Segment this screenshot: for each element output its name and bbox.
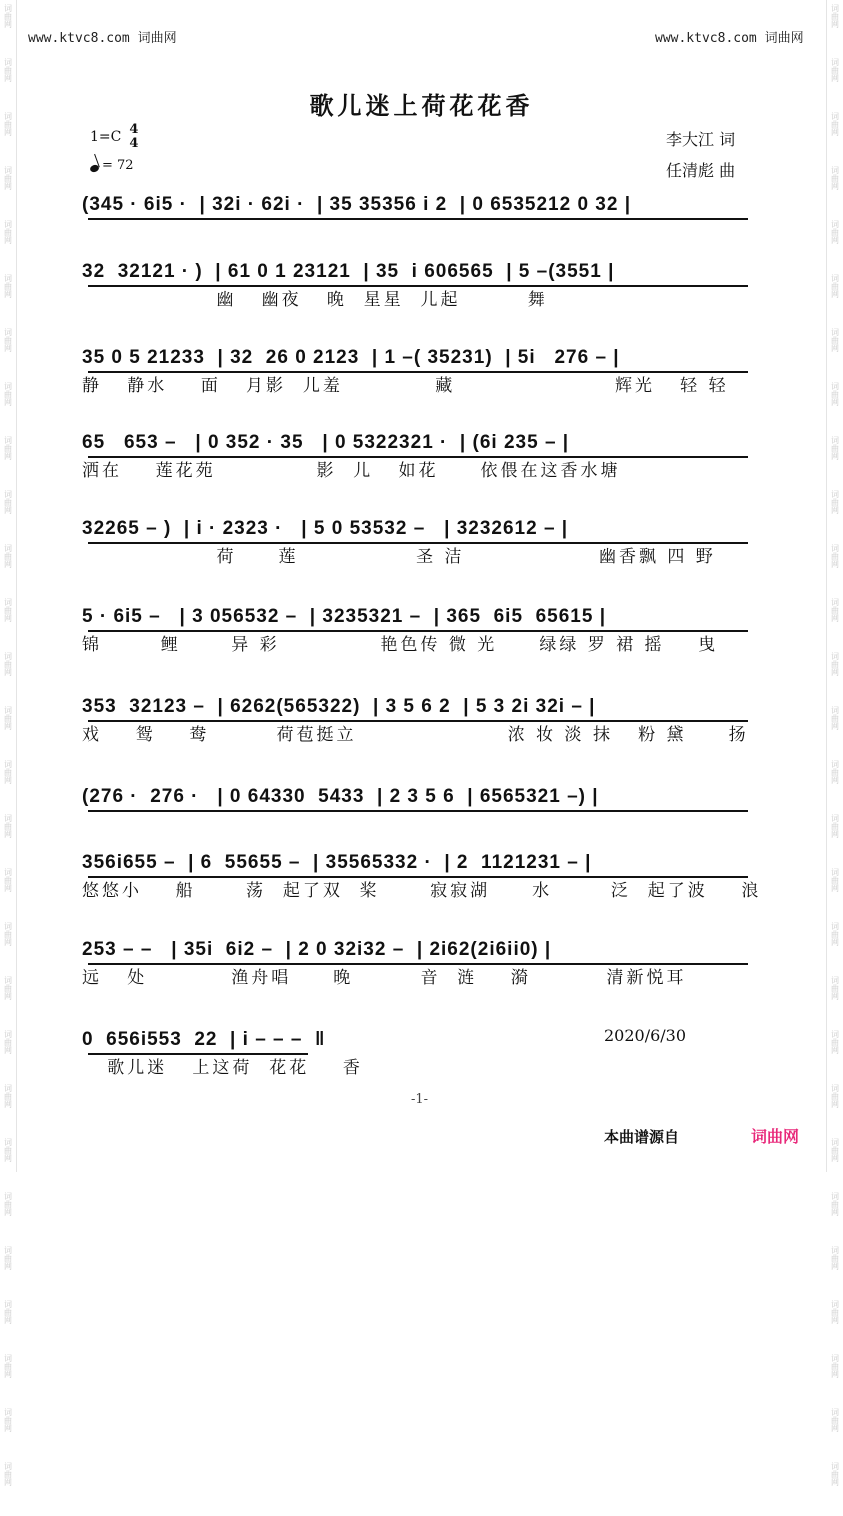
watermark-group [830,1192,841,1216]
watermark-group [830,328,841,352]
watermark-text: 词曲网 [830,4,840,28]
watermark-text: 词曲网 [830,1408,840,1432]
watermark-text: 词曲网 [830,58,840,82]
right-watermark-strip [826,0,843,1486]
beam-underline [88,542,748,544]
watermark-text: 词曲网 [830,1084,840,1108]
beam-underline [88,1053,308,1055]
watermark-group [830,274,841,298]
watermark-text: 词曲网 [3,58,13,82]
watermark-text: 词曲网 [830,544,840,568]
watermark-text: 词曲网 [830,1192,840,1216]
watermark-group [830,1084,841,1108]
watermark-text: 词曲网 [3,382,13,406]
watermark-text: 词曲网 [3,544,13,568]
score-line [82,428,756,482]
watermark-text: 词曲网 [3,706,13,730]
watermark-group [3,814,14,838]
beam-underline [88,218,748,220]
watermark-text: 词曲网 [830,814,840,838]
time-bottom: 4 [129,136,139,151]
watermark-group [830,1246,841,1270]
lyric-row: 锦 鲤 异 彩 艳色传 微 光 绿绿 罗 裙 摇 曳 [82,635,719,655]
watermark-text: 词曲网 [830,976,840,1000]
watermark-text: 词曲网 [830,922,840,946]
watermark-group [830,1354,841,1378]
watermark-text: 词曲网 [3,1084,13,1108]
watermark-group [830,598,841,622]
watermark-group [3,760,14,784]
watermark-text: 词曲网 [3,490,13,514]
watermark-text: 词曲网 [3,328,13,352]
quarter-note-icon [89,164,100,174]
lyric-row: 远 处 渔舟唱 晚 音 涟 漪 清新悦耳 [82,968,687,988]
watermark-text: 词曲网 [830,112,840,136]
watermark-group [3,490,14,514]
notation-row: 32265 – ) | i · 2323 · | 5 0 53532 – | 3232612 – | [82,518,569,539]
watermark-text: 词曲网 [3,598,13,622]
watermark-group [3,220,14,244]
notation-row: 32 32121 · ) | 61 0 1 23121 | 35 i 606565 | 5 –(3551 | [82,261,615,282]
watermark-group [830,1138,841,1162]
watermark-text: 词曲网 [3,436,13,460]
lyric-row [82,222,756,244]
notation-row: 0 656i553 22 | i – – – ‖ [82,1029,326,1050]
watermark-group [3,4,14,28]
watermark-text: 词曲网 [3,652,13,676]
watermark-text: 词曲网 [3,166,13,190]
watermark-text: 词曲网 [3,1246,13,1270]
watermark-text: 词曲网 [830,1300,840,1324]
watermark-group [3,166,14,190]
watermark-group [830,166,841,190]
composer-credit: 任清彪 曲 [666,161,736,180]
score-line [82,935,756,989]
lyric-row: 悠悠小 船 荡 起了双 桨 寂寂湖 水 泛 起了波 浪 [82,881,762,901]
watermark-text: 词曲网 [3,976,13,1000]
score-line [82,257,756,311]
watermark-text: 词曲网 [3,4,13,28]
watermark-text: 词曲网 [830,328,840,352]
watermark-group [830,706,841,730]
beam-underline [88,720,748,722]
watermark-text: 词曲网 [3,814,13,838]
watermark-group [830,922,841,946]
watermark-group [830,976,841,1000]
watermark-group [3,1300,14,1324]
watermark-group [3,922,14,946]
notation-row: 5 · 6i5 – | 3 056532 – | 3235321 – | 365 6i5 65615 | [82,606,607,627]
lyricist-credit: 李大江 词 [666,130,736,149]
left-watermark-strip [0,0,17,1486]
tempo-value: = 72 [102,158,134,173]
watermark-group [3,1138,14,1162]
watermark-text: 词曲网 [830,1030,840,1054]
notation-row: 353 32123 – | 6262(565322) | 3 5 6 2 | 5 3 2i 32i – | [82,696,596,717]
key-signature [90,123,138,151]
beam-underline [88,963,748,965]
score-line [82,602,756,656]
watermark-text: 词曲网 [830,274,840,298]
watermark-group [830,1408,841,1432]
watermark-text: 词曲网 [3,1462,13,1486]
watermark-group [3,1192,14,1216]
watermark-text: 词曲网 [830,1138,840,1162]
beam-underline [88,371,748,373]
watermark-text: 词曲网 [830,706,840,730]
source-brand-link[interactable]: 词曲网 [751,1127,800,1146]
watermark-group [3,706,14,730]
watermark-group [3,868,14,892]
watermark-text: 词曲网 [830,652,840,676]
watermark-text: 词曲网 [3,220,13,244]
lyric-row [82,814,756,836]
score-line [82,343,756,397]
notation-row: (345 · 6i5 · | 32i · 62i · | 35 35356 i 2 | 0 6535212 0 32 | [82,194,632,215]
lyric-row: 荷 莲 圣 洁 幽香飘 四 野 [82,547,716,567]
beam-underline [88,285,748,287]
score-line [82,190,756,244]
watermark-text: 词曲网 [830,436,840,460]
watermark-group [3,1084,14,1108]
notation-row: 253 – – | 35i 6i2 – | 2 0 32i32 – | 2i62(2i6ii0) | [82,939,552,960]
watermark-text: 词曲网 [3,1354,13,1378]
song-title: 歌儿迷上荷花花香 [309,92,534,120]
watermark-text: 词曲网 [830,1354,840,1378]
watermark-text: 词曲网 [830,1462,840,1486]
watermark-text: 词曲网 [3,1192,13,1216]
time-top: 4 [129,122,139,137]
score-line [82,692,756,746]
watermark-text: 词曲网 [3,274,13,298]
watermark-text: 词曲网 [3,760,13,784]
watermark-group [3,328,14,352]
watermark-group [830,868,841,892]
watermark-text: 词曲网 [830,166,840,190]
watermark-group [3,1408,14,1432]
watermark-group [3,976,14,1000]
watermark-text: 词曲网 [830,382,840,406]
watermark-group [830,1300,841,1324]
score-line [82,848,762,902]
watermark-group [830,1030,841,1054]
watermark-group [830,58,841,82]
watermark-group [3,58,14,82]
watermark-group [3,1246,14,1270]
watermark-text: 词曲网 [830,220,840,244]
watermark-text: 词曲网 [3,922,13,946]
lyric-row: 歌儿迷 上这荷 花花 香 [82,1058,363,1078]
watermark-group [830,544,841,568]
lyric-row: 幽 幽夜 晚 星星 儿起 舞 [82,290,548,310]
date-stamp: 2020/6/30 [604,1026,687,1045]
watermark-group [3,652,14,676]
watermark-text: 词曲网 [3,1408,13,1432]
page-number: -1- [411,1092,429,1107]
watermark-group [3,1354,14,1378]
watermark-group [830,220,841,244]
site-url-right[interactable]: www.ktvc8.com 词曲网 [655,31,804,46]
watermark-group [830,436,841,460]
watermark-text: 词曲网 [3,868,13,892]
watermark-text: 词曲网 [3,1300,13,1324]
watermark-text: 词曲网 [3,1138,13,1162]
left-watermark-column [0,0,16,1516]
watermark-text: 词曲网 [830,598,840,622]
watermark-group [3,1030,14,1054]
watermark-group [3,544,14,568]
watermark-group [830,814,841,838]
right-watermark-column [827,0,843,1516]
watermark-group [3,382,14,406]
notation-row: 65 653 – | 0 352 · 35 | 0 5322321 · | (6i 235 – | [82,432,570,453]
watermark-group [830,4,841,28]
site-url-left[interactable]: www.ktvc8.com 词曲网 [28,31,177,46]
beam-underline [88,876,748,878]
watermark-group [830,652,841,676]
lyric-row: 静 静水 面 月影 儿羞 藏 辉光 轻 轻 [82,376,729,396]
beam-underline [88,630,748,632]
watermark-text: 词曲网 [830,760,840,784]
notation-row: 356i655 – | 6 55655 – | 35565332 · | 2 1121231 – | [82,852,592,873]
watermark-group [830,490,841,514]
lyric-row: 戏 鸳 鸯 荷苞挺立 浓 妆 淡 抹 粉 黛 扬 [82,725,749,745]
source-label: 本曲谱源自 [604,1128,680,1146]
watermark-text: 词曲网 [830,1246,840,1270]
score-line [82,782,756,836]
watermark-group [3,436,14,460]
watermark-group [3,274,14,298]
watermark-text: 词曲网 [830,490,840,514]
score-line [82,514,756,568]
key-label: 1=C [90,129,122,145]
beam-underline [88,810,748,812]
watermark-text: 词曲网 [830,868,840,892]
watermark-group [830,760,841,784]
watermark-text: 词曲网 [3,1030,13,1054]
notation-row: 35 0 5 21233 | 32 26 0 2123 | 1 –( 35231) | 5i 276 – | [82,347,620,368]
watermark-group [830,382,841,406]
tempo-marking [90,158,134,173]
watermark-text: 词曲网 [3,112,13,136]
watermark-group [830,1462,841,1486]
beam-underline [88,456,748,458]
time-signature [129,123,138,151]
watermark-group [3,598,14,622]
notation-row: (276 · 276 · | 0 64330 5433 | 2 3 5 6 | 6565321 –) | [82,786,599,807]
lyric-row: 洒在 莲花苑 影 儿 如花 依偎在这香水塘 [82,461,621,481]
watermark-group [3,1462,14,1486]
